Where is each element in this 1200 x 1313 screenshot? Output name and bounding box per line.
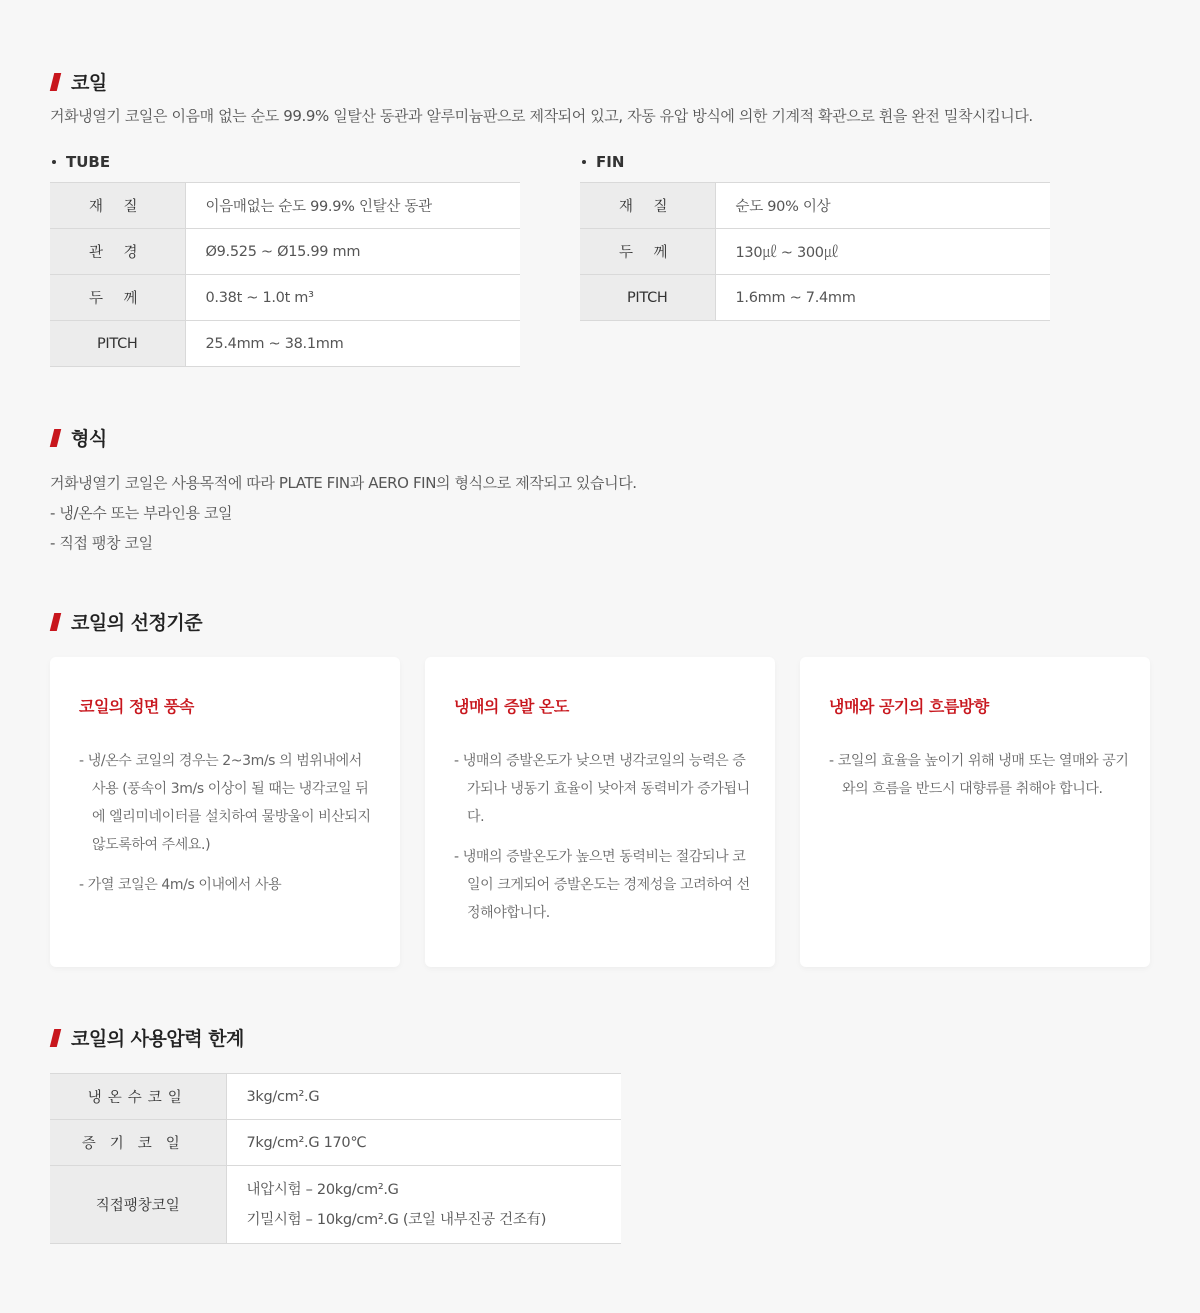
list-item: - 냉/온수 코일의 경우는 2~3m/s 의 범위내에서 사용 (풍속이 3m/s 이상이 될 때는 냉각코일 뒤에 엘리미네이터를 설치하여 물방울이 비산되지 않도록하여 주세요.) xyxy=(79,747,379,859)
fin-label-material: 재 질 xyxy=(580,183,715,229)
fin-label-pitch: PITCH xyxy=(580,275,715,321)
fin-value-material: 순도 90% 이상 xyxy=(715,183,1050,229)
pressure-value-multi xyxy=(226,1166,621,1244)
title-marker-icon xyxy=(50,429,61,447)
tube-value-material: 이음매없는 순도 99.9% 인탈산 동관 xyxy=(185,183,520,229)
pressure-value: 3kg/cm².G xyxy=(226,1074,621,1120)
tube-heading-text: TUBE xyxy=(66,153,111,171)
card-list xyxy=(79,747,379,911)
tube-label-thickness: 두 께 xyxy=(50,275,185,321)
table-row xyxy=(50,1120,621,1166)
card-title: 냉매의 증발 온도 xyxy=(454,697,569,716)
pressure-label-chilled-hot-water: 냉온수코일 xyxy=(50,1074,226,1120)
table-row xyxy=(50,229,520,275)
fin-heading-text: FIN xyxy=(596,153,625,171)
pressure-label-direct-expansion: 직접팽창코일 xyxy=(50,1166,226,1244)
table-row xyxy=(50,1166,621,1244)
card-title: 냉매와 공기의 흐름방향 xyxy=(829,697,989,716)
list-item: - 냉매의 증발온도가 높으면 동력비는 절감되나 코일이 크게되어 증발온도는 경제성을 고려하여 선정해야합니다. xyxy=(454,843,754,927)
pressure-table xyxy=(50,1073,621,1244)
fin-spec-table xyxy=(580,182,1050,321)
section-title-text: 형식 xyxy=(71,428,107,450)
list-item: - 코일의 효율을 높이기 위해 냉매 또는 열매와 공기와의 흐름을 반드시 대향류를 취해야 합니다. xyxy=(829,747,1129,803)
section-title-coil xyxy=(52,68,107,95)
title-marker-icon xyxy=(50,1029,61,1047)
type-description xyxy=(50,468,637,558)
section-title-text: 코일의 사용압력 한계 xyxy=(71,1028,244,1050)
fin-label-thickness: 두 께 xyxy=(580,229,715,275)
type-line: - 냉/온수 또는 부라인용 코일 xyxy=(50,504,233,522)
criteria-card-flow-direction xyxy=(800,657,1150,967)
section-title-text: 코일 xyxy=(71,72,107,94)
tube-label-diameter: 관 경 xyxy=(50,229,185,275)
type-line: - 직접 팽창 코일 xyxy=(50,534,153,552)
pressure-value: 내압시험 – 20kg/cm².G xyxy=(246,1181,399,1198)
list-item: - 가열 코일은 4m/s 이내에서 사용 xyxy=(79,871,379,899)
tube-spec-table xyxy=(50,182,520,367)
table-row xyxy=(50,183,520,229)
tube-label-material: 재 질 xyxy=(50,183,185,229)
table-row xyxy=(50,1074,621,1120)
tube-value-diameter: Ø9.525 ~ Ø15.99 mm xyxy=(185,229,520,275)
tube-value-pitch: 25.4mm ~ 38.1mm xyxy=(185,321,520,367)
fin-value-pitch: 1.6mm ~ 7.4mm xyxy=(715,275,1050,321)
tube-value-thickness: 0.38t ~ 1.0t m³ xyxy=(185,275,520,321)
coil-description: 거화냉열기 코일은 이음매 없는 순도 99.9% 일탈산 동관과 알루미늄판으로 제작되어 있고, 자동 유압 방식에 의한 기계적 확관으로 휜을 완전 밀착시킵니다. xyxy=(50,107,1033,125)
criteria-card-face-velocity xyxy=(50,657,400,967)
list-item: - 냉매의 증발온도가 낮으면 냉각코일의 능력은 증가되나 냉동기 효율이 낮아져 동력비가 증가됩니다. xyxy=(454,747,754,831)
title-marker-icon xyxy=(50,73,61,91)
table-row xyxy=(50,321,520,367)
card-list xyxy=(829,747,1129,815)
type-line: 거화냉열기 코일은 사용목적에 따라 PLATE FIN과 AERO FIN의 형식으로 제작되고 있습니다. xyxy=(50,474,637,492)
tube-heading xyxy=(52,153,110,171)
tube-label-pitch: PITCH xyxy=(50,321,185,367)
pressure-label-steam: 증기코일 xyxy=(50,1120,226,1166)
table-row xyxy=(580,183,1050,229)
fin-value-thickness: 130㎕ ~ 300㎕ xyxy=(715,229,1050,275)
section-title-text: 코일의 선정기준 xyxy=(71,612,203,634)
pressure-value: 7kg/cm².G 170℃ xyxy=(226,1120,621,1166)
card-list xyxy=(454,747,754,939)
section-title-type xyxy=(52,424,107,451)
criteria-card-evaporation-temp xyxy=(425,657,775,967)
bullet-icon xyxy=(582,160,586,164)
bullet-icon xyxy=(52,160,56,164)
table-row xyxy=(580,275,1050,321)
table-row xyxy=(50,275,520,321)
table-row xyxy=(580,229,1050,275)
title-marker-icon xyxy=(50,613,61,631)
pressure-value: 기밀시험 – 10kg/cm².G (코일 내부진공 건조有) xyxy=(246,1211,547,1228)
section-title-criteria xyxy=(52,608,202,635)
card-title: 코일의 정면 풍속 xyxy=(79,697,194,716)
fin-heading xyxy=(582,153,624,171)
section-title-pressure xyxy=(52,1024,244,1051)
